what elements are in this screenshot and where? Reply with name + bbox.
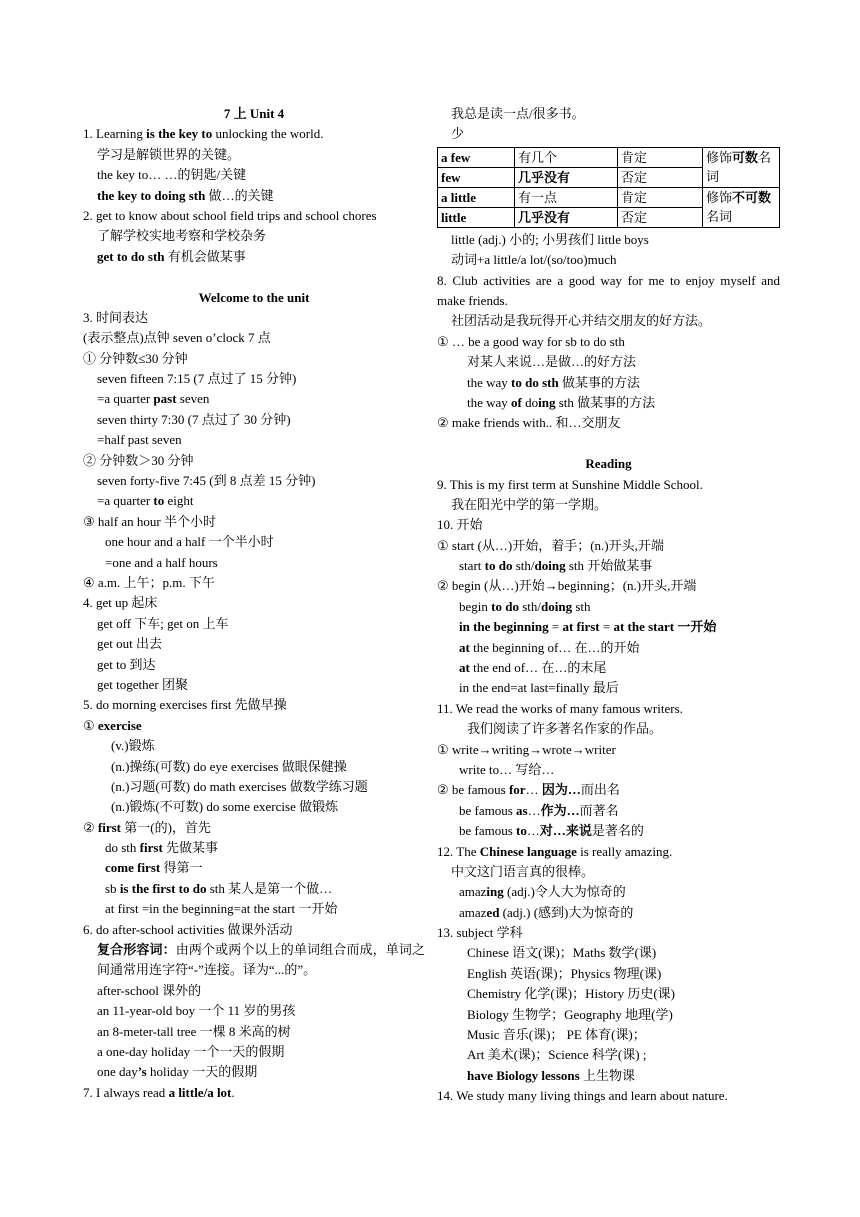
text-line	[83, 349, 425, 369]
text-run: Chemistry 化学(课)；History 历史(课)	[467, 986, 675, 1002]
text-run: 3. 时间表达	[83, 309, 149, 325]
text-line	[83, 838, 425, 858]
text-run: .	[231, 1084, 235, 1100]
text-run: =	[599, 619, 614, 635]
text-run: 6. do after-school activities 做课外活动	[83, 921, 293, 937]
bold-text: to do sth	[511, 374, 559, 390]
text-run: after-school 课外的	[97, 982, 202, 998]
text-line	[437, 719, 780, 739]
text-line	[83, 389, 425, 409]
text-run: sb	[105, 880, 120, 896]
text-line	[83, 593, 425, 613]
text-run: start	[459, 558, 485, 574]
text-line	[83, 716, 425, 736]
text-run: 做某事的方法	[558, 374, 640, 390]
text-line	[83, 328, 425, 348]
text-run: amaz	[459, 904, 487, 920]
text-run: ① start (从…)开始，着手；(n.)开头,开端	[437, 537, 664, 553]
table-row	[438, 147, 780, 167]
text-run: =half past seven	[97, 432, 182, 448]
table-cell: 有一点	[515, 187, 618, 207]
text-line	[437, 556, 780, 576]
text-line	[437, 678, 780, 698]
text-line	[83, 247, 425, 267]
text-run: the way	[467, 374, 512, 390]
text-line	[437, 943, 780, 963]
text-run: ① write→writing→wrote→writer	[437, 741, 616, 757]
text-run: ① 分钟数≤30 分钟	[83, 350, 188, 366]
bold-text: have Biology lessons	[467, 1067, 580, 1083]
text-run: 7 上 Unit 4	[223, 106, 285, 121]
text-line	[437, 740, 780, 760]
text-run: (n.)习题(可数) do math exercises 做数学练习题	[111, 778, 368, 794]
text-run: Music 音乐(课)； PE 体育(课)；	[467, 1027, 646, 1043]
text-line	[437, 1025, 780, 1045]
text-line	[83, 186, 425, 206]
text-run: little (adj.) 小的; 小男孩们 little boys	[451, 231, 649, 247]
text-line	[437, 515, 780, 535]
text-run: English 英语(课)；Physics 物理(课)	[467, 965, 662, 981]
text-line	[83, 410, 425, 430]
text-run: 对某人来说…是做…的好方法	[467, 354, 637, 370]
text-run: 12. The	[437, 843, 480, 859]
text-line	[437, 903, 780, 923]
text-line	[83, 471, 425, 491]
text-line	[437, 124, 780, 144]
text-line	[83, 573, 425, 593]
text-run: 我总是读一点/很多书。	[451, 106, 585, 121]
text-run: 得第一	[160, 860, 203, 876]
text-line	[437, 352, 780, 372]
text-run: ②	[83, 819, 98, 835]
text-run: 中文这门语言真的很棒。	[451, 863, 595, 879]
text-line	[83, 757, 425, 777]
text-run: eight	[164, 493, 194, 509]
bold-text: to do	[484, 558, 513, 574]
table-cell: 几乎没有	[515, 167, 618, 187]
text-line	[437, 699, 780, 719]
text-line	[83, 858, 425, 878]
text-line	[437, 536, 780, 556]
text-run: seven	[176, 391, 210, 407]
text-line	[83, 655, 425, 675]
text-run: be famous	[459, 802, 517, 818]
text-run: an 8-meter-tall tree 一棵 8 米高的树	[97, 1023, 291, 1039]
text-run: one hour and a half 一个半小时	[105, 534, 274, 550]
bold-text: doing	[534, 558, 566, 574]
text-run: 13. subject 学科	[437, 925, 523, 941]
text-run: …	[527, 802, 541, 818]
text-line	[437, 271, 780, 312]
text-run: one day	[97, 1064, 138, 1080]
text-run: ③ half an hour 半个小时	[83, 513, 216, 529]
text-run: (n.)操练(可数) do eye exercises 做眼保健操	[111, 758, 347, 774]
text-run: 了解学校实地考察和学校杂务	[97, 228, 267, 244]
bold-text: Chinese language	[479, 843, 577, 859]
text-run: Reading	[585, 456, 632, 472]
text-line	[437, 413, 780, 433]
text-run: the way	[467, 394, 512, 410]
table-cell: 否定	[618, 207, 703, 227]
text-run: …	[525, 782, 542, 798]
text-run: 先做某事	[162, 840, 219, 856]
text-run: sth/	[512, 558, 535, 574]
bold-text: for	[508, 782, 526, 798]
text-run: is really amazing.	[576, 843, 673, 859]
table-merged-cell: 修饰不可数名词	[703, 187, 780, 227]
text-run: (adj.) (感到)大为惊奇的	[499, 904, 634, 920]
text-line	[83, 614, 425, 634]
bold-text: a little/a lot	[168, 1084, 232, 1100]
text-line	[437, 311, 780, 331]
text-run: 动词+a little/a lot/(so/too)much	[451, 252, 617, 268]
text-run: get out 出去	[97, 636, 162, 652]
text-line	[83, 104, 425, 124]
text-line	[437, 597, 780, 617]
text-run: the end of… 在…的末尾	[469, 660, 607, 676]
text-line	[437, 373, 780, 393]
text-line	[437, 434, 780, 454]
text-run: 4. get up 起床	[83, 595, 158, 611]
bold-text: at	[459, 660, 470, 676]
text-run: unlocking the world.	[212, 126, 324, 142]
text-line	[83, 553, 425, 573]
text-line	[437, 230, 780, 250]
text-line	[437, 923, 780, 943]
text-run: =a quarter	[97, 391, 154, 407]
text-line	[83, 267, 425, 287]
text-run: 1. Learning	[83, 126, 147, 142]
text-line	[83, 899, 425, 919]
text-run: 社团活动是我玩得开心并结交朋友的好方法。	[451, 313, 712, 329]
text-line	[437, 1005, 780, 1025]
text-run: seven forty-five 7:45 (到 8 点差 15 分钟)	[97, 473, 316, 489]
text-run: Welcome to the unit	[198, 289, 310, 305]
text-line	[83, 512, 425, 532]
quantifier-table	[437, 147, 780, 228]
text-line	[437, 475, 780, 495]
text-line	[437, 617, 780, 637]
text-run: sth 某人是第一个做…	[206, 880, 333, 896]
table-merged-cell: 修饰可数名词	[703, 147, 780, 187]
text-line	[437, 801, 780, 821]
text-line	[83, 634, 425, 654]
text-line	[83, 818, 425, 838]
text-line	[83, 797, 425, 817]
text-run: sth/	[518, 598, 541, 614]
text-run: =a quarter	[97, 493, 154, 509]
text-line	[437, 1045, 780, 1065]
table-cell: a few	[438, 147, 515, 167]
bold-text: come first	[105, 860, 161, 876]
text-run: 我们阅读了许多著名作家的作品。	[467, 721, 663, 737]
text-run: 少	[451, 126, 465, 142]
text-run: get off 下车; get on 上车	[97, 615, 229, 631]
text-line	[83, 206, 425, 226]
text-line	[83, 675, 425, 695]
text-line	[83, 1001, 425, 1021]
text-run: ② make friends with.. 和…交朋友	[437, 415, 621, 431]
bold-text: to	[153, 493, 165, 509]
table-cell: 肯定	[618, 187, 703, 207]
text-run: 7. I always read	[83, 1084, 169, 1100]
text-line	[83, 1062, 425, 1082]
bold-text: past	[153, 391, 177, 407]
text-line	[83, 226, 425, 246]
table-cell: few	[438, 167, 515, 187]
bold-text: at the start 一开始	[613, 619, 717, 635]
table-cell: little	[438, 207, 515, 227]
table-cell: 否定	[618, 167, 703, 187]
text-run: ① … be a good way for sb to do sth	[437, 333, 625, 349]
text-run: seven fifteen 7:15 (7 点过了 15 分钟)	[97, 371, 297, 387]
text-run: 由两个或两个以上的单词组合而成，单词之间通常用连字符“-”连接。译为“...的”。	[97, 942, 425, 978]
text-run: an 11-year-old boy 一个 11 岁的男孩	[97, 1003, 296, 1019]
bold-text: at	[459, 639, 470, 655]
text-line	[83, 430, 425, 450]
text-run: 10. 开始	[437, 517, 483, 533]
text-run: 有机会做某事	[164, 248, 246, 264]
text-run: write to… 写给…	[459, 761, 555, 777]
text-line	[437, 1086, 780, 1106]
text-run: 9. This is my first term at Sunshine Middle School.	[437, 476, 703, 492]
text-run: do sth	[105, 840, 140, 856]
table-cell: 几乎没有	[515, 207, 618, 227]
text-line	[437, 882, 780, 902]
text-line	[437, 862, 780, 882]
text-line	[437, 454, 780, 474]
text-run: sth	[572, 598, 591, 614]
left-column	[83, 104, 425, 1103]
text-run: …	[526, 823, 540, 839]
text-line	[437, 658, 780, 678]
text-line	[437, 332, 780, 352]
text-run: amaz	[459, 884, 487, 900]
text-run: a one-day holiday 一个一天的假期	[97, 1044, 285, 1060]
text-run: (表示整点)点钟 seven o’clock 7 点	[83, 330, 271, 346]
text-line	[83, 981, 425, 1001]
text-run: ② be famous	[437, 782, 509, 798]
text-line	[83, 124, 425, 144]
bold-text: is the first to do	[119, 880, 207, 896]
text-line	[437, 1066, 780, 1086]
text-run: 我在阳光中学的第一学期。	[451, 496, 608, 512]
text-line	[83, 920, 425, 940]
text-line	[437, 760, 780, 780]
bold-text: 因为…	[541, 782, 581, 798]
bold-text: first	[139, 840, 163, 856]
text-line	[437, 104, 780, 124]
text-run: (adj.)令人大为惊奇的	[503, 884, 626, 900]
text-run: the key to… …的钥匙/关键	[97, 167, 247, 183]
text-run: begin	[459, 598, 492, 614]
text-line	[437, 821, 780, 841]
text-line	[437, 638, 780, 658]
text-line	[437, 842, 780, 862]
text-line	[83, 308, 425, 328]
text-line	[83, 491, 425, 511]
text-run: ② 分钟数＞30 分钟	[83, 452, 194, 468]
bold-text: ed	[486, 904, 500, 920]
bold-text: ’s	[137, 1064, 147, 1080]
text-line	[437, 984, 780, 1004]
table-cell: a little	[438, 187, 515, 207]
text-run: 2. get to know about school field trips and school chores	[83, 207, 377, 223]
bold-text: 复合形容词：	[97, 942, 176, 958]
text-line	[83, 736, 425, 756]
text-line	[83, 940, 425, 981]
text-line	[83, 165, 425, 185]
text-line	[437, 495, 780, 515]
text-run: 学习是解锁世界的关键。	[97, 146, 241, 162]
text-line	[437, 964, 780, 984]
text-line	[83, 369, 425, 389]
text-run: 第一(的)，首先	[121, 819, 211, 835]
bold-text: first	[97, 819, 122, 835]
bold-text: 作为…	[540, 802, 580, 818]
bold-text: 对…来说	[539, 823, 592, 839]
text-line	[83, 532, 425, 552]
bold-text: doing	[541, 598, 573, 614]
text-run: 5. do morning exercises first 先做早操	[83, 697, 287, 713]
text-run: Art 美术(课)；Science 科学(课) ;	[467, 1047, 647, 1063]
table-cell: 有几个	[515, 147, 618, 167]
text-run: get to 到达	[97, 656, 156, 672]
bold-text: ing	[486, 884, 504, 900]
text-run: seven thirty 7:30 (7 点过了 30 分钟)	[97, 411, 291, 427]
text-run: 11. We read the works of many famous writers.	[437, 700, 683, 716]
text-run: Chinese 语文(课)；Maths 数学(课)	[467, 945, 657, 961]
text-run: ①	[83, 717, 98, 733]
text-run: 14. We study many living things and learn about nature.	[437, 1088, 728, 1104]
text-run: be famous	[459, 823, 517, 839]
right-column	[437, 104, 780, 1107]
bold-text: the key to doing sth	[97, 187, 206, 203]
text-run: get together 团聚	[97, 676, 188, 692]
text-line	[437, 780, 780, 800]
text-line	[83, 1042, 425, 1062]
text-run: in the end=at last=finally 最后	[459, 680, 619, 696]
text-line	[83, 695, 425, 715]
text-run: Biology 生物学；Geography 地理(学)	[467, 1006, 673, 1022]
table-cell: 肯定	[618, 147, 703, 167]
bold-text: in the beginning	[459, 619, 549, 635]
bold-text: is the key to	[146, 126, 213, 142]
text-run: holiday 一天的假期	[146, 1064, 258, 1080]
text-run: do	[521, 394, 539, 410]
text-run: (n.)锻炼(不可数) do some exercise 做锻炼	[111, 799, 339, 815]
bold-text: get to do sth	[97, 248, 165, 264]
table-row	[438, 187, 780, 207]
bold-text: at first	[562, 619, 600, 635]
text-line	[83, 1083, 425, 1103]
text-run: =one and a half hours	[105, 554, 218, 570]
bold-text: as	[516, 802, 528, 818]
text-line	[83, 777, 425, 797]
text-line	[437, 250, 780, 270]
text-line	[83, 145, 425, 165]
text-run: sth 开始做某事	[565, 558, 653, 574]
text-run: (v.)锻炼	[111, 738, 155, 754]
text-line	[83, 879, 425, 899]
text-run: 上生物课	[579, 1067, 635, 1083]
text-run: ② begin (从…)开始→beginning；(n.)开头,开端	[437, 578, 697, 594]
text-run: 而出名	[580, 782, 620, 798]
text-line	[437, 393, 780, 413]
text-run: 是著名的	[591, 823, 644, 839]
text-line	[83, 451, 425, 471]
text-run: the beginning of… 在…的开始	[469, 639, 640, 655]
text-run: ④ a.m. 上午；p.m. 下午	[83, 575, 215, 590]
bold-text: to	[516, 823, 527, 839]
text-line	[83, 1022, 425, 1042]
text-run: 而著名	[579, 802, 619, 818]
text-run: =	[548, 619, 563, 635]
text-run: at first =in the beginning=at the start 一开始	[105, 901, 338, 917]
bold-text: ing	[538, 394, 556, 410]
bold-text: to do	[491, 598, 519, 614]
text-run: 做…的关键	[205, 187, 274, 203]
text-run: sth 做某事的方法	[555, 394, 656, 410]
text-line	[83, 288, 425, 308]
bold-text: exercise	[97, 717, 142, 733]
bold-text: of	[511, 394, 522, 410]
text-line	[437, 576, 780, 596]
text-run: 8. Club activities are a good way for me to enjoy myself and make friends.	[437, 272, 780, 308]
